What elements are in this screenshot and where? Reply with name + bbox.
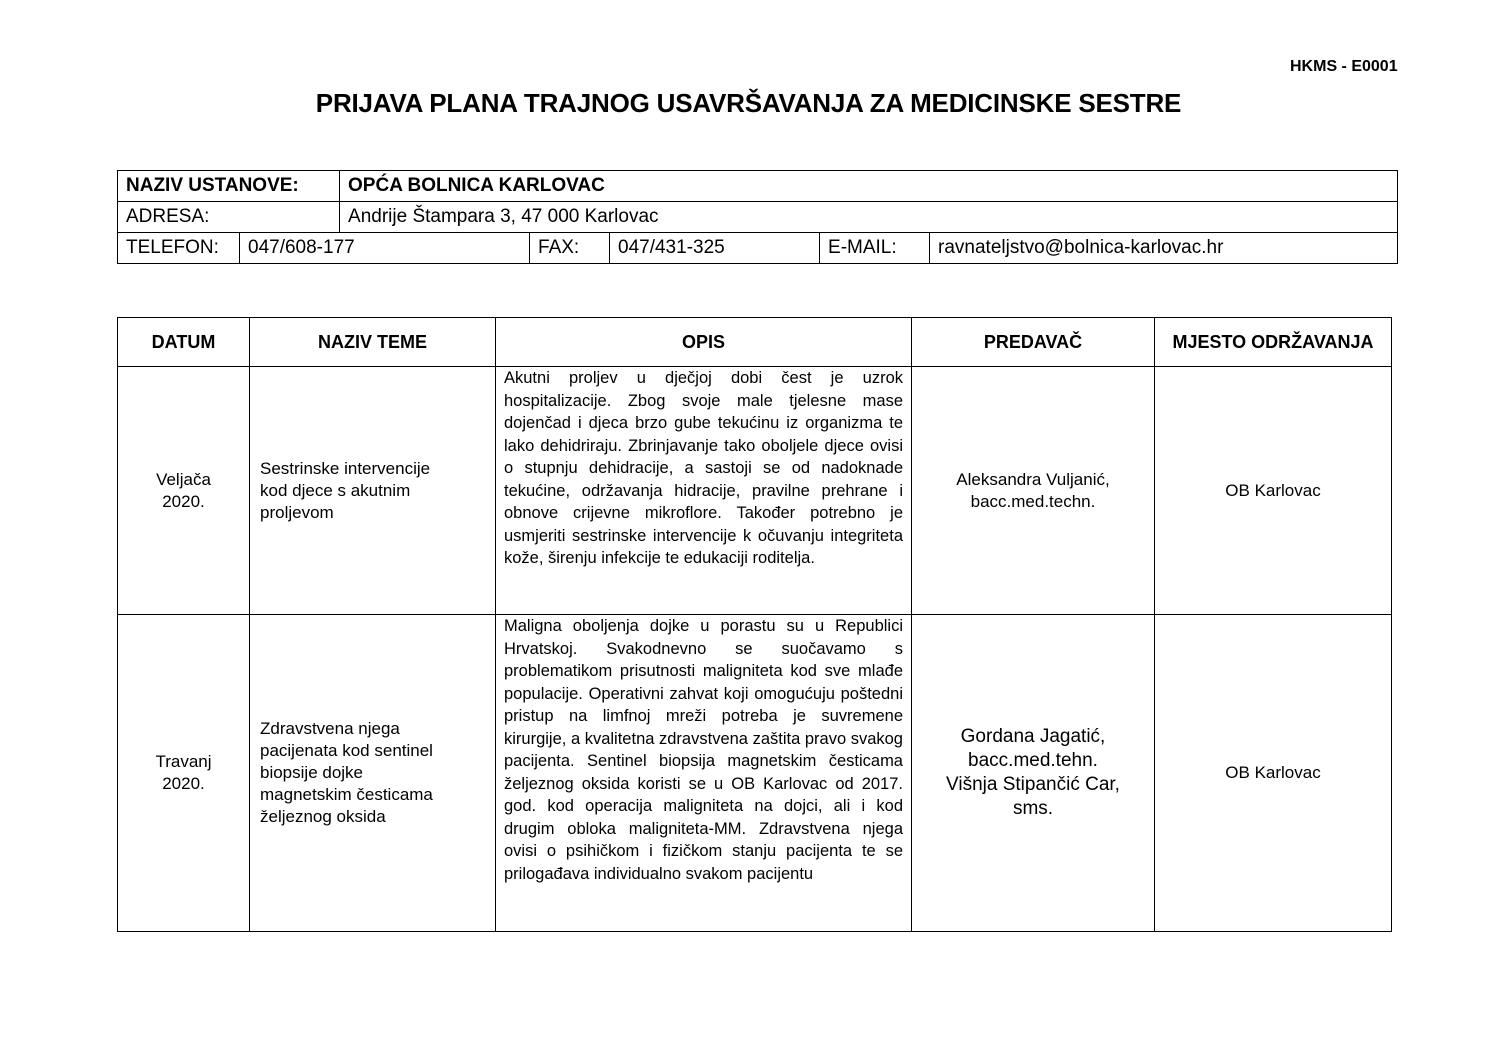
datum-month: Veljača bbox=[156, 469, 211, 489]
education-plan-table bbox=[117, 317, 1392, 932]
row-predavac bbox=[912, 367, 1155, 615]
datum-year: 2020. bbox=[162, 491, 205, 511]
tema-line: Sestrinske intervencije bbox=[260, 458, 431, 478]
tema-line: magnetskim česticama bbox=[260, 785, 433, 804]
row-opis: Akutni proljev u dječjoj dobi čest je uzrok hospitalizacije. Zbog svoje male tjelesne mase dojenčad i djeca brzo gube tekućinu iz organizma te lako dehidriraju. Zbrinjavanje tako oboljele djece ovisi o stupnju dehidracije, a sastoji se od nadoknade tekućine, održavanja hidracije, pravilne prehrane i obnove crijevne mikroflore. Također potrebno je usmjeriti sestrinske intervencije k očuvanju integriteta kože, širenju infekcije te edukaciji roditelja. bbox=[496, 367, 912, 615]
fax-label: FAX: bbox=[530, 233, 610, 264]
row-datum bbox=[118, 615, 250, 932]
tema-line: biopsije dojke bbox=[260, 763, 364, 782]
document-title: PRIJAVA PLANA TRAJNOG USAVRŠAVANJA ZA MEDICINSKE SESTRE bbox=[315, 88, 1182, 118]
row-tema bbox=[250, 615, 496, 932]
predavac-line: Aleksandra Vuljanić, bbox=[956, 469, 1110, 489]
address-label: ADRESA: bbox=[118, 202, 340, 233]
institution-name-label: NAZIV USTANOVE: bbox=[118, 171, 340, 202]
tema-line: kod djece s akutnim bbox=[260, 480, 411, 500]
address-value: Andrije Štampara 3, 47 000 Karlovac bbox=[340, 202, 1398, 233]
plan-header-row bbox=[118, 318, 1392, 367]
phone-label: TELEFON: bbox=[118, 233, 240, 264]
column-header-naziv-teme: NAZIV TEME bbox=[250, 318, 496, 367]
datum-month: Travanj bbox=[155, 752, 212, 771]
column-header-mjesto: MJESTO ODRŽAVANJA bbox=[1155, 318, 1392, 367]
column-header-datum: DATUM bbox=[118, 318, 250, 367]
predavac-line: Višnja Stipančić Car, bbox=[946, 774, 1120, 795]
tema-line: željeznog oksida bbox=[260, 807, 386, 826]
fax-value: 047/431-325 bbox=[610, 233, 820, 264]
table-row bbox=[118, 615, 1392, 932]
column-header-predavac: PREDAVAČ bbox=[912, 318, 1155, 367]
row-predavac bbox=[912, 615, 1155, 932]
email-value: ravnateljstvo@bolnica-karlovac.hr bbox=[930, 233, 1398, 264]
predavac-line: bacc.med.tehn. bbox=[968, 750, 1098, 771]
tema-line: proljevom bbox=[260, 502, 334, 522]
row-mjesto: OB Karlovac bbox=[1155, 367, 1392, 615]
institution-address-row bbox=[118, 202, 1398, 233]
institution-name-row bbox=[118, 171, 1398, 202]
row-tema bbox=[250, 367, 496, 615]
institution-info-table bbox=[117, 170, 1398, 264]
phone-value: 047/608-177 bbox=[240, 233, 530, 264]
predavac-line: sms. bbox=[1012, 798, 1054, 819]
table-row bbox=[118, 367, 1392, 615]
row-opis: Maligna oboljenja dojke u porastu su u Republici Hrvatskoj. Svakodnevno se suočavamo s problematikom prisutnosti maligniteta kod sve mlađe populacije. Operativni zahvat koji omogućuju poštedni pristup na limfnoj mreži potreba je suvremene kirurgije, a kvalitetna zdravstvena zaštita pravo svakog pacijenta. Sentinel biopsija magnetskim česticama željeznog oksida koristi se u OB Karlovac od 2017. god. kod operacija maligniteta na dojci, ali i kod drugim obloka maligniteta-MM. Zdravstvena njega ovisi o psihičkom i fizičkom stanju pacijenta te se prilogađava individualno svakom pacijentu bbox=[496, 615, 912, 932]
row-mjesto: OB Karlovac bbox=[1155, 615, 1392, 932]
tema-line: Zdravstvena njega bbox=[260, 719, 400, 738]
datum-year: 2020. bbox=[162, 774, 205, 793]
predavac-line: Gordana Jagatić, bbox=[960, 726, 1106, 747]
tema-line: pacijenata kod sentinel bbox=[260, 741, 433, 760]
institution-name-value: OPĆA BOLNICA KARLOVAC bbox=[340, 171, 1398, 202]
row-datum bbox=[118, 367, 250, 615]
document-code: HKMS - E0001 bbox=[1290, 58, 1398, 75]
email-label: E-MAIL: bbox=[820, 233, 930, 264]
institution-contact-row bbox=[118, 233, 1398, 264]
column-header-opis: OPIS bbox=[496, 318, 912, 367]
predavac-line: bacc.med.techn. bbox=[970, 491, 1096, 511]
